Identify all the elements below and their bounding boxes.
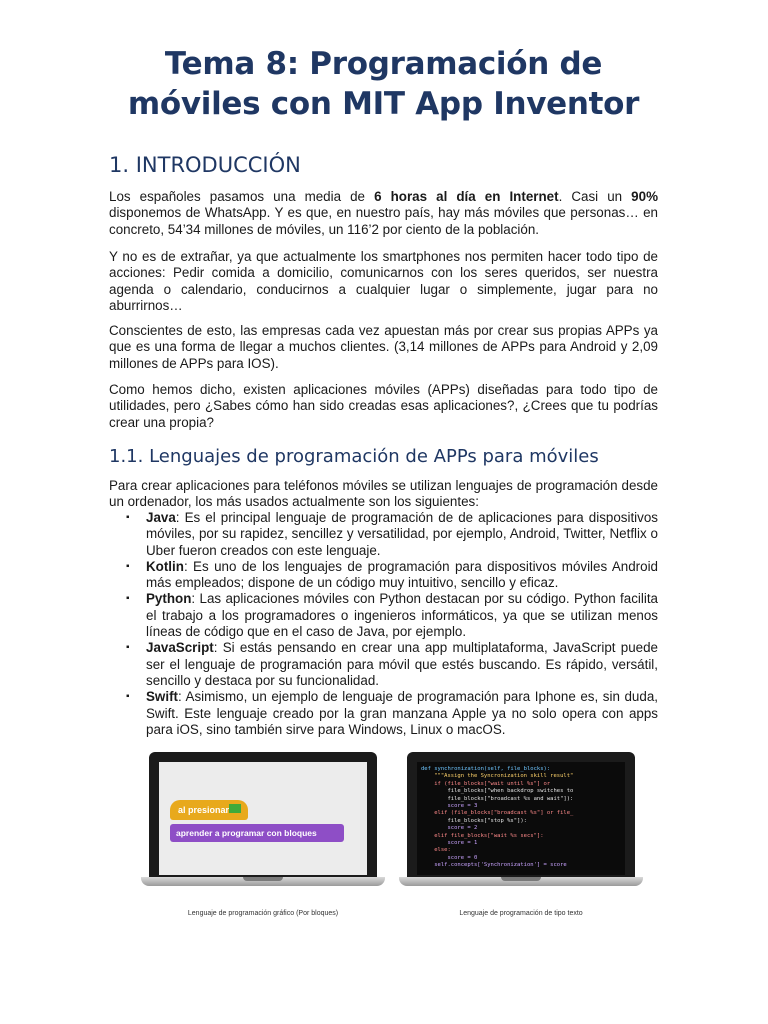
code-line: if (file_blocks["wait until %s"] or [421, 780, 551, 787]
blocks-screen [159, 762, 367, 875]
lang-text: : Asimismo, un ejemplo de lenguaje de programación para Iphone es, sin duda, Swift. Este lenguaje creado por la gran manzana Apple ya no solo opera con apps para iOS, sino también sirve para Windows, Linux o macOS. [146, 689, 658, 737]
code-screen [417, 762, 625, 875]
code-line: def synchronization(self, file_blocks): [421, 766, 551, 772]
paragraph-4: Como hemos dicho, existen aplicaciones móviles (APPs) diseñadas para todo tipo de utilidades, pero ¿Sabes cómo han sido creadas esas aplicaciones?, ¿Crees que tu podrías crear una propia? [109, 382, 658, 430]
p1-text-e: disponemos de WhatsApp. Y es que, en nuestro país, hay más móviles que personas… en concreto, 54’34 millones de móviles, un 116’2 por ciento de la población. [109, 205, 658, 237]
list-item-kotlin [109, 559, 658, 592]
page-title [69, 44, 698, 124]
paragraph-3: Conscientes de esto, las empresas cada vez apuestan más por crear sus propias APPs ya que es una forma de llegar a muchos clientes. (3,14 millones de APPs para Android y 2,09 millones de APPs para IOS). [109, 323, 658, 371]
paragraph-5: Para crear aplicaciones para teléfonos móviles se utilizan lenguajes de programación desde un ordenador, los más usados actualmente son los siguientes: [109, 478, 658, 510]
lang-name: Python [146, 591, 192, 607]
code-line: elif (file_blocks["broadcast %s"] or file_ [421, 810, 574, 817]
code-line: else: [421, 847, 451, 854]
lang-text: : Las aplicaciones móviles con Python destacan por su código. Python facilita el trabajo a los programadores o ingenieros informáticos, ya que se utilizan menos líneas de código que en el caso de Java, por ejemplo. [146, 591, 658, 640]
section-heading-introduccion: 1. INTRODUCCIÓN [109, 153, 301, 177]
bullet-icon: ▪ [126, 691, 130, 703]
bullet-icon: ▪ [126, 593, 130, 605]
lang-name: Java [146, 510, 176, 525]
code-line: score = 0 [421, 854, 478, 861]
figure-caption-code: Lenguaje de programación de tipo texto [459, 910, 583, 917]
lang-text: : Si estás pensando en crear una app multiplataforma, JavaScript puede ser el lenguaje de programación para móvil que estés buscando. Es rápido, versátil, sencillo y destaca por su funcionalidad. [146, 640, 658, 688]
code-line: file_blocks["stop %s"]): [421, 817, 527, 824]
laptop-notch [243, 877, 283, 881]
laptop-notch [501, 877, 541, 881]
code-line: file_blocks["broadcast %s and wait"]): [421, 795, 574, 802]
figure-caption-blocks: Lenguaje de programación gráfico (Por bloques) [187, 910, 339, 917]
bullet-icon: ▪ [126, 560, 130, 572]
lang-name: JavaScript [146, 640, 214, 656]
code-line: score = 3 [421, 803, 478, 810]
paragraph-2: Y no es de extrañar, ya que actualmente los smartphones nos permiten hacer todo tipo de acciones: Pedir comida a domicilio, comunicarnos con los seres queridos, ser nuestra agenda o calendario, conducirnos a cualquier lugar o simplemente, jugar para no aburrirnos… [109, 249, 658, 313]
code-line: score = 1 [421, 840, 478, 847]
lang-text: : Es uno de los lenguajes de programación para dispositivos móviles Android más empleados; dispone de un código muy intuitivo, sencillo y eficaz. [146, 558, 658, 591]
code-line: elif file_blocks["wait %s secs"]: [421, 832, 544, 839]
p1-text-a: Los españoles pasamos una media de [109, 189, 375, 204]
code-line: self.concepts['Synchronization'] = score [421, 862, 567, 869]
title-line-2: móviles con MIT App Inventor [127, 86, 640, 122]
languages-list [109, 510, 658, 738]
lang-name: Swift [146, 689, 178, 705]
list-item-python [109, 591, 658, 640]
figures-row [0, 752, 768, 932]
title-line-1: Tema 8: Programación de [164, 46, 603, 82]
lang-text: : Es el principal lenguaje de programación de de aplicaciones para dispositivos móviles, por su rapidez, sencillez y versatilidad, por ejemplo, Android, Twitter, Netflix o Uber fueron creados con este lenguaje. [146, 510, 658, 558]
list-item-javascript [109, 640, 658, 689]
lang-name: Kotlin [146, 558, 184, 574]
laptop-bezel [407, 752, 635, 877]
p1-text-c: . Casi un [558, 189, 632, 204]
code-listing [421, 766, 573, 870]
bullet-icon: ▪ [126, 642, 130, 654]
list-item-swift [109, 689, 658, 738]
action-block: aprender a programar con bloques [170, 824, 344, 842]
section-heading-lenguajes: 1.1. Lenguajes de programación de APPs para móviles [109, 446, 599, 467]
laptop-bezel [149, 752, 377, 877]
code-line: score = 2 [421, 825, 478, 832]
paragraph-1 [109, 189, 658, 238]
code-line: file_blocks["when backdrop switches to [421, 788, 574, 795]
p1-bold-hours: 6 horas al día en Internet [374, 189, 559, 204]
bullet-icon: ▪ [126, 512, 130, 523]
list-item-java [109, 510, 658, 559]
event-block: al presionar [170, 800, 248, 820]
p1-bold-percent: 90% [631, 189, 658, 204]
code-line: """Assign the Syncronization skill result" [421, 773, 574, 780]
green-flag-icon [229, 804, 241, 813]
